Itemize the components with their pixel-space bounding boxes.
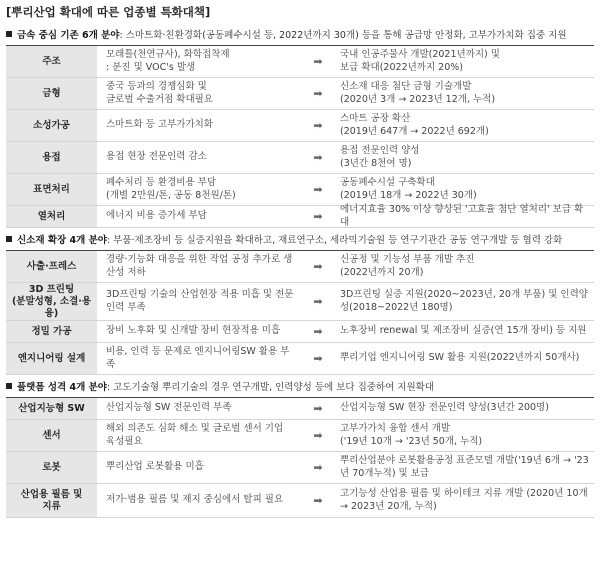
right-arrow-icon: ➡ xyxy=(313,402,323,415)
row-label: 3D 프린팅 (분말성형, 소결·용융) xyxy=(6,283,100,320)
current-issue: 해외 의존도 심화 해소 및 글로벌 센서 기업 육성필요 xyxy=(106,423,284,447)
current-issue: 스마트화 등 고부가가치화 xyxy=(106,119,213,131)
current-issue: 경량·기능화 대응을 위한 작업 공정 추가로 생산성 저하 xyxy=(106,254,293,278)
square-bullet-icon xyxy=(6,31,12,37)
target-measure: 용접 전문인력 양성 (3년간 8천여 명) xyxy=(340,145,420,169)
current-issue: 3D프린팅 기술의 산업현장 적용 미흡 및 전문인력 부족 xyxy=(106,289,294,313)
target-measure: 3D프린팅 실증 지원(2020~2023년, 20개 부품) 및 인력양성(2018~2022년 180명) xyxy=(340,289,588,313)
table-row xyxy=(6,251,594,283)
current-issue: 에너지 비용 증가세 부담 xyxy=(106,210,207,222)
right-arrow-icon: ➡ xyxy=(313,210,323,223)
target-measure: 신공정 및 기능성 부품 개발 추진 (2022년까지 20개) xyxy=(340,254,475,278)
right-arrow-icon: ➡ xyxy=(313,183,323,196)
table-row xyxy=(6,46,594,78)
section-header xyxy=(6,378,594,397)
target-measure: 뿌리기업 엔지니어링 SW 활용 지원(2022년까지 50개사) xyxy=(340,352,580,364)
current-issue: 폐수처리 등 환경비용 부담 (개별 2만원/톤, 공동 8천원/톤) xyxy=(106,177,236,201)
right-arrow-icon: ➡ xyxy=(313,461,323,474)
row-label: 사출·프레스 xyxy=(6,251,100,282)
target-measure: 에너지효율 30% 이상 향상된 '고효율 첨단 열처리' 보급 확대 xyxy=(340,204,584,228)
table-row xyxy=(6,420,594,452)
page-title: [뿌리산업 확대에 따른 업종별 특화대책] xyxy=(6,5,211,19)
right-arrow-icon: ➡ xyxy=(313,151,323,164)
row-label: 주조 xyxy=(6,46,100,77)
section-title: 금속 중심 기존 6개 분야 xyxy=(17,30,120,41)
section-title: 플랫폼 성격 4개 분야 xyxy=(17,382,107,393)
table-row xyxy=(6,206,594,228)
target-measure: 고기능성 산업용 필름 및 하이테크 지류 개발 (2020년 10개 → 2023년 20개, 누적) xyxy=(340,488,588,512)
section-title: 신소재 확장 4개 분야 xyxy=(17,235,107,246)
row-label: 산업지능형 SW xyxy=(6,398,100,419)
right-arrow-icon: ➡ xyxy=(313,55,323,68)
right-arrow-icon: ➡ xyxy=(313,429,323,442)
section-platform xyxy=(6,378,594,518)
target-measure: 뿌리산업분야 로봇활용공정 표준모델 개발('19년 6개 → '23년 70개누적) 및 보급 xyxy=(340,455,589,479)
right-arrow-icon: ➡ xyxy=(313,325,323,338)
target-measure: 공동폐수시설 구축확대 (2019년 18개 → 2022년 30개) xyxy=(340,177,477,201)
section-desc: : 부품·제조장비 등 실증지원을 확대하고, 재료연구소, 세라믹기술원 등 연구기관간 공동 연구개발 등 협력 강화 xyxy=(106,235,563,246)
current-issue: 뿌리산업 로봇활용 미흡 xyxy=(106,461,204,473)
section-header xyxy=(6,231,594,250)
target-measure: 고부가가치 융합 센서 개발 ('19년 10개 → '23년 50개, 누적) xyxy=(340,423,483,447)
square-bullet-icon xyxy=(6,383,12,389)
table-row xyxy=(6,283,594,321)
target-measure: 산업지능형 SW 현장 전문인력 양성(3년간 200명) xyxy=(340,402,549,414)
section-header xyxy=(6,26,594,45)
current-issue: 장비 노후화 및 신개발 장비 현장적용 미흡 xyxy=(106,325,281,337)
section-new-materials xyxy=(6,231,594,375)
row-label: 소성가공 xyxy=(6,110,100,141)
right-arrow-icon: ➡ xyxy=(313,260,323,273)
table-row xyxy=(6,398,594,420)
right-arrow-icon: ➡ xyxy=(313,352,323,365)
target-measure: 신소재 대응 첨단 금형 기술개발 (2020년 3개 → 2023년 12개, 누적) xyxy=(340,81,496,105)
current-issue: 저가·범용 필름 및 제지 중심에서 탈피 필요 xyxy=(106,494,284,506)
right-arrow-icon: ➡ xyxy=(313,87,323,100)
row-label: 로봇 xyxy=(6,452,100,483)
current-issue: 용접 현장 전문인력 감소 xyxy=(106,151,207,163)
section-desc: : 스마트화·친환경화(공동폐수시설 등, 2022년까지 30개) 등을 통해 공급망 안정화, 고부가가치화 집중 지원 xyxy=(119,30,567,41)
row-label: 산업용 필름 및 지류 xyxy=(6,484,100,517)
table-row xyxy=(6,142,594,174)
row-label: 표면처리 xyxy=(6,174,100,205)
row-label: 용접 xyxy=(6,142,100,173)
square-bullet-icon xyxy=(6,236,12,242)
target-measure: 국내 인공주물사 개발(2021년까지) 및 보급 확대(2022년까지 20%) xyxy=(340,49,500,73)
current-issue: 산업지능형 SW 전문인력 부족 xyxy=(106,402,232,414)
row-label: 센서 xyxy=(6,420,100,451)
target-measure: 스마트 공장 확산 (2019년 647개 → 2022년 692개) xyxy=(340,113,489,137)
table-row xyxy=(6,452,594,484)
right-arrow-icon: ➡ xyxy=(313,494,323,507)
target-measure: 노후장비 renewal 및 제조장비 실증(연 15개 장비) 등 지원 xyxy=(340,325,587,337)
table-row xyxy=(6,321,594,343)
right-arrow-icon: ➡ xyxy=(313,119,323,132)
table-row xyxy=(6,343,594,375)
row-label: 열처리 xyxy=(6,206,100,227)
current-issue: 모래틀(천연규사), 화학접착제 : 분진 및 VOC's 발생 xyxy=(106,49,230,73)
section-metal xyxy=(6,26,594,228)
right-arrow-icon: ➡ xyxy=(313,295,323,308)
section-desc: : 고도기술형 뿌리기술의 경우 연구개발, 인력양성 등에 보다 집중하여 지원확대 xyxy=(106,382,435,393)
current-issue: 중국 등과의 경쟁심화 및 글로벌 수출거점 확대필요 xyxy=(106,81,213,105)
row-label: 정밀 가공 xyxy=(6,321,100,342)
table-row xyxy=(6,110,594,142)
row-label: 금형 xyxy=(6,78,100,109)
table-row xyxy=(6,78,594,110)
row-label: 엔지니어링 설계 xyxy=(6,343,100,374)
table-row xyxy=(6,484,594,518)
current-issue: 비용, 인력 등 문제로 엔지니어링SW 활용 부족 xyxy=(106,346,290,370)
